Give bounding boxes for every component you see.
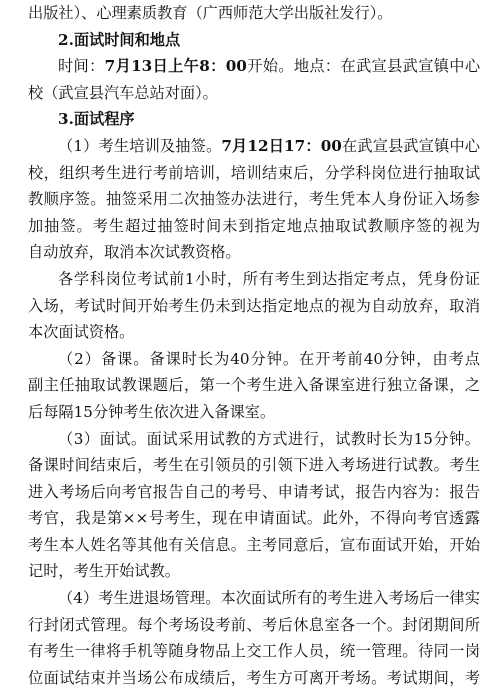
- paragraph-line: 进入考场后向考官报告自己的考号、申请考试，报告内容为：报告: [28, 482, 480, 501]
- paragraph-line: 各学科岗位考试前1小时，所有考生到达指定考点，凭身份证: [58, 269, 480, 288]
- section-heading: 3.面试程序: [58, 110, 135, 129]
- paragraph-line: 备课时间结束后，考生在引领员的引领下进入考场进行试教。考生: [28, 456, 480, 475]
- paragraph-line: 副主任抽取试教课题后，第一个考生进入备课室进行独立备课，之: [28, 376, 480, 395]
- paragraph-line: 校，组织考生进行考前培训，培训结束后，分学科岗位进行抽取试: [28, 163, 480, 182]
- paragraph-line: 加抽签。考生超过抽签时间未到指定地点抽取试教顺序签的视为: [28, 216, 480, 235]
- training-location: 在武宣县武宣镇中心: [341, 136, 480, 155]
- paragraph-line: 位面试结束并当场公布成绩后，考生方可离开考场。考试期间，考: [28, 668, 480, 687]
- paragraph-line: 考生本人姓名等其他有关信息。主考同意后，宣布面试开始，开始: [28, 535, 480, 554]
- paragraph-line: （3）面试。面试采用试教的方式进行，试教时长为15分钟。: [58, 429, 480, 448]
- location-text: 开始。地点：在武宣县武宣镇中心: [246, 57, 480, 76]
- paragraph-line: [28, 133, 480, 160]
- paragraph-line: 后每隔15分钟考生依次进入备课室。: [28, 402, 276, 421]
- time-label: 时间：: [58, 57, 105, 76]
- paragraph-line: 教顺序签。抽签采用二次抽签办法进行，考生凭本人身份证入场参: [28, 190, 480, 209]
- paragraph-line: [28, 53, 480, 80]
- paragraph-line: 考官，我是第××号考生，现在申请面试。此外，不得向考官透露: [28, 509, 480, 528]
- paragraph-line: 有考生一律将手机等随身物品上交工作人员，统一管理。待同一岗: [28, 642, 480, 661]
- paragraph-line: （2）备课。备课时长为40分钟。在开考前40分钟，由考点: [58, 349, 480, 368]
- paragraph-line: 出版社）、心理素质教育（广西师范大学出版社发行）。: [28, 4, 393, 22]
- paragraph-line: 记时，考生开始试教。: [28, 562, 180, 581]
- step-title: （1）考生培训及抽签。: [58, 136, 222, 155]
- paragraph-line: 本次面试资格。: [28, 323, 135, 342]
- training-time: 7月12日17：00: [221, 136, 342, 155]
- paragraph-line: 行封闭式管理。每个考场设考前、考后休息室各一个。封闭期间所: [28, 615, 480, 634]
- section-heading: 2.面试时间和地点: [58, 30, 181, 49]
- paragraph-line: 自动放弃，取消本次试教资格。: [28, 243, 241, 262]
- paragraph-line: 入场，考试时间开始考生仍未到达指定地点的视为自动放弃，取消: [28, 296, 480, 315]
- paragraph-line: 校（武宣县汽车总站对面）。: [28, 83, 218, 102]
- paragraph-line: （4）考生进退场管理。本次面试所有的考生进入考场后一律实: [58, 589, 480, 608]
- interview-time: 7月13日上午8：00: [104, 57, 247, 76]
